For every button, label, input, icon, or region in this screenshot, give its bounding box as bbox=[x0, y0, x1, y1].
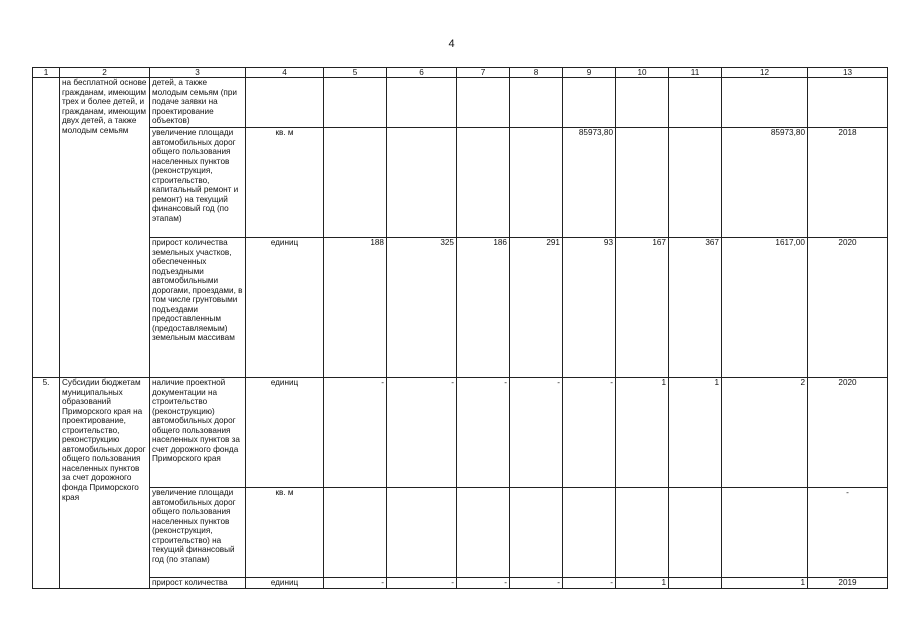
value-cell: - bbox=[324, 378, 387, 488]
value-cell: - bbox=[510, 578, 563, 589]
value-cell bbox=[616, 78, 669, 128]
value-cell bbox=[616, 128, 669, 238]
measure-cell: Субсидии бюджетам муниципальных образований Приморского края на проектирование, строительство, реконструкцию автомобильных дорог общего пользования населенных пунктов за счет дорожного фонда Приморского края bbox=[60, 378, 150, 589]
total-cell: 85973,80 bbox=[722, 128, 808, 238]
value-cell bbox=[563, 488, 616, 578]
header-cell: 2 bbox=[60, 68, 150, 78]
value-cell bbox=[324, 488, 387, 578]
value-cell bbox=[457, 78, 510, 128]
header-cell: 4 bbox=[246, 68, 324, 78]
value-cell: - bbox=[457, 378, 510, 488]
value-cell bbox=[510, 78, 563, 128]
total-cell: 2 bbox=[722, 378, 808, 488]
indicator-cell: прирост количества земельных участков, обеспеченных подъездными автомобильными дорогами, проездами, в том числе грунтовыми подъездами предоставленным (предоставляемым) земельным массивам bbox=[150, 238, 246, 378]
unit-cell bbox=[246, 78, 324, 128]
value-cell bbox=[324, 78, 387, 128]
value-cell: - bbox=[563, 578, 616, 589]
header-cell: 7 bbox=[457, 68, 510, 78]
value-cell bbox=[324, 128, 387, 238]
table-row bbox=[33, 578, 888, 589]
table-row bbox=[33, 128, 888, 238]
total-cell: 1 bbox=[722, 578, 808, 589]
value-cell: 325 bbox=[387, 238, 457, 378]
header-cell: 12 bbox=[722, 68, 808, 78]
year-cell: 2020 bbox=[808, 378, 888, 488]
year-cell bbox=[808, 78, 888, 128]
unit-cell: кв. м bbox=[246, 128, 324, 238]
table-row bbox=[33, 378, 888, 488]
table-row bbox=[33, 238, 888, 378]
header-cell: 8 bbox=[510, 68, 563, 78]
header-cell: 13 bbox=[808, 68, 888, 78]
year-cell: 2018 bbox=[808, 128, 888, 238]
value-cell: 367 bbox=[669, 238, 722, 378]
indicator-cell: увеличение площади автомобильных дорог общего пользования населенных пунктов (реконструкция, строительство) на текущий финансовый год (по этапам) bbox=[150, 488, 246, 578]
total-cell bbox=[722, 488, 808, 578]
year-cell: 2019 bbox=[808, 578, 888, 589]
total-cell bbox=[722, 78, 808, 128]
value-cell: 1 bbox=[669, 378, 722, 488]
unit-cell: единиц bbox=[246, 238, 324, 378]
indicator-cell: наличие проектной документации на строительство (реконструкцию) автомобильных дорог общего пользования населенных пунктов за счет дорожного фонда Приморского края bbox=[150, 378, 246, 488]
header-cell: 11 bbox=[669, 68, 722, 78]
row-number-cell bbox=[33, 78, 60, 378]
value-cell bbox=[387, 78, 457, 128]
indicator-cell: увеличение площади автомобильных дорог общего пользования населенных пунктов (реконструкция, строительство, капитальный ремонт и ремонт) на текущий финансовый год (по этапам) bbox=[150, 128, 246, 238]
value-cell bbox=[510, 488, 563, 578]
header-cell: 3 bbox=[150, 68, 246, 78]
unit-cell: единиц bbox=[246, 378, 324, 488]
year-cell: - bbox=[808, 488, 888, 578]
header-row bbox=[33, 68, 888, 78]
value-cell bbox=[457, 128, 510, 238]
value-cell: - bbox=[457, 578, 510, 589]
header-cell: 9 bbox=[563, 68, 616, 78]
value-cell: 167 bbox=[616, 238, 669, 378]
value-cell: - bbox=[387, 578, 457, 589]
header-cell: 6 bbox=[387, 68, 457, 78]
value-cell bbox=[387, 488, 457, 578]
total-cell: 1617,00 bbox=[722, 238, 808, 378]
year-cell: 2020 bbox=[808, 238, 888, 378]
value-cell: 1 bbox=[616, 578, 669, 589]
header-cell: 10 bbox=[616, 68, 669, 78]
value-cell bbox=[387, 128, 457, 238]
value-cell: 291 bbox=[510, 238, 563, 378]
value-cell bbox=[616, 488, 669, 578]
measure-cell: на бесплатной основе гражданам, имеющим трех и более детей, и гражданам, имеющим двух детей, а также молодым семьям bbox=[60, 78, 150, 378]
value-cell: 85973,80 bbox=[563, 128, 616, 238]
value-cell bbox=[457, 488, 510, 578]
value-cell bbox=[669, 128, 722, 238]
indicator-cell: детей, а также молодым семьям (при подаче заявки на проектирование объектов) bbox=[150, 78, 246, 128]
value-cell: - bbox=[510, 378, 563, 488]
value-cell bbox=[563, 78, 616, 128]
table-row bbox=[33, 488, 888, 578]
row-number-cell: 5. bbox=[33, 378, 60, 589]
value-cell bbox=[669, 78, 722, 128]
header-cell: 5 bbox=[324, 68, 387, 78]
table-row bbox=[33, 78, 888, 128]
value-cell: 93 bbox=[563, 238, 616, 378]
value-cell: - bbox=[563, 378, 616, 488]
value-cell: 186 bbox=[457, 238, 510, 378]
value-cell bbox=[669, 488, 722, 578]
value-cell: 1 bbox=[616, 378, 669, 488]
page-number: 4 bbox=[448, 38, 455, 50]
unit-cell: кв. м bbox=[246, 488, 324, 578]
data-table bbox=[32, 67, 888, 589]
value-cell: - bbox=[387, 378, 457, 488]
value-cell: 188 bbox=[324, 238, 387, 378]
value-cell bbox=[510, 128, 563, 238]
header-cell: 1 bbox=[33, 68, 60, 78]
value-cell: - bbox=[324, 578, 387, 589]
unit-cell: единиц bbox=[246, 578, 324, 589]
indicator-cell: прирост количества bbox=[150, 578, 246, 589]
value-cell bbox=[669, 578, 722, 589]
